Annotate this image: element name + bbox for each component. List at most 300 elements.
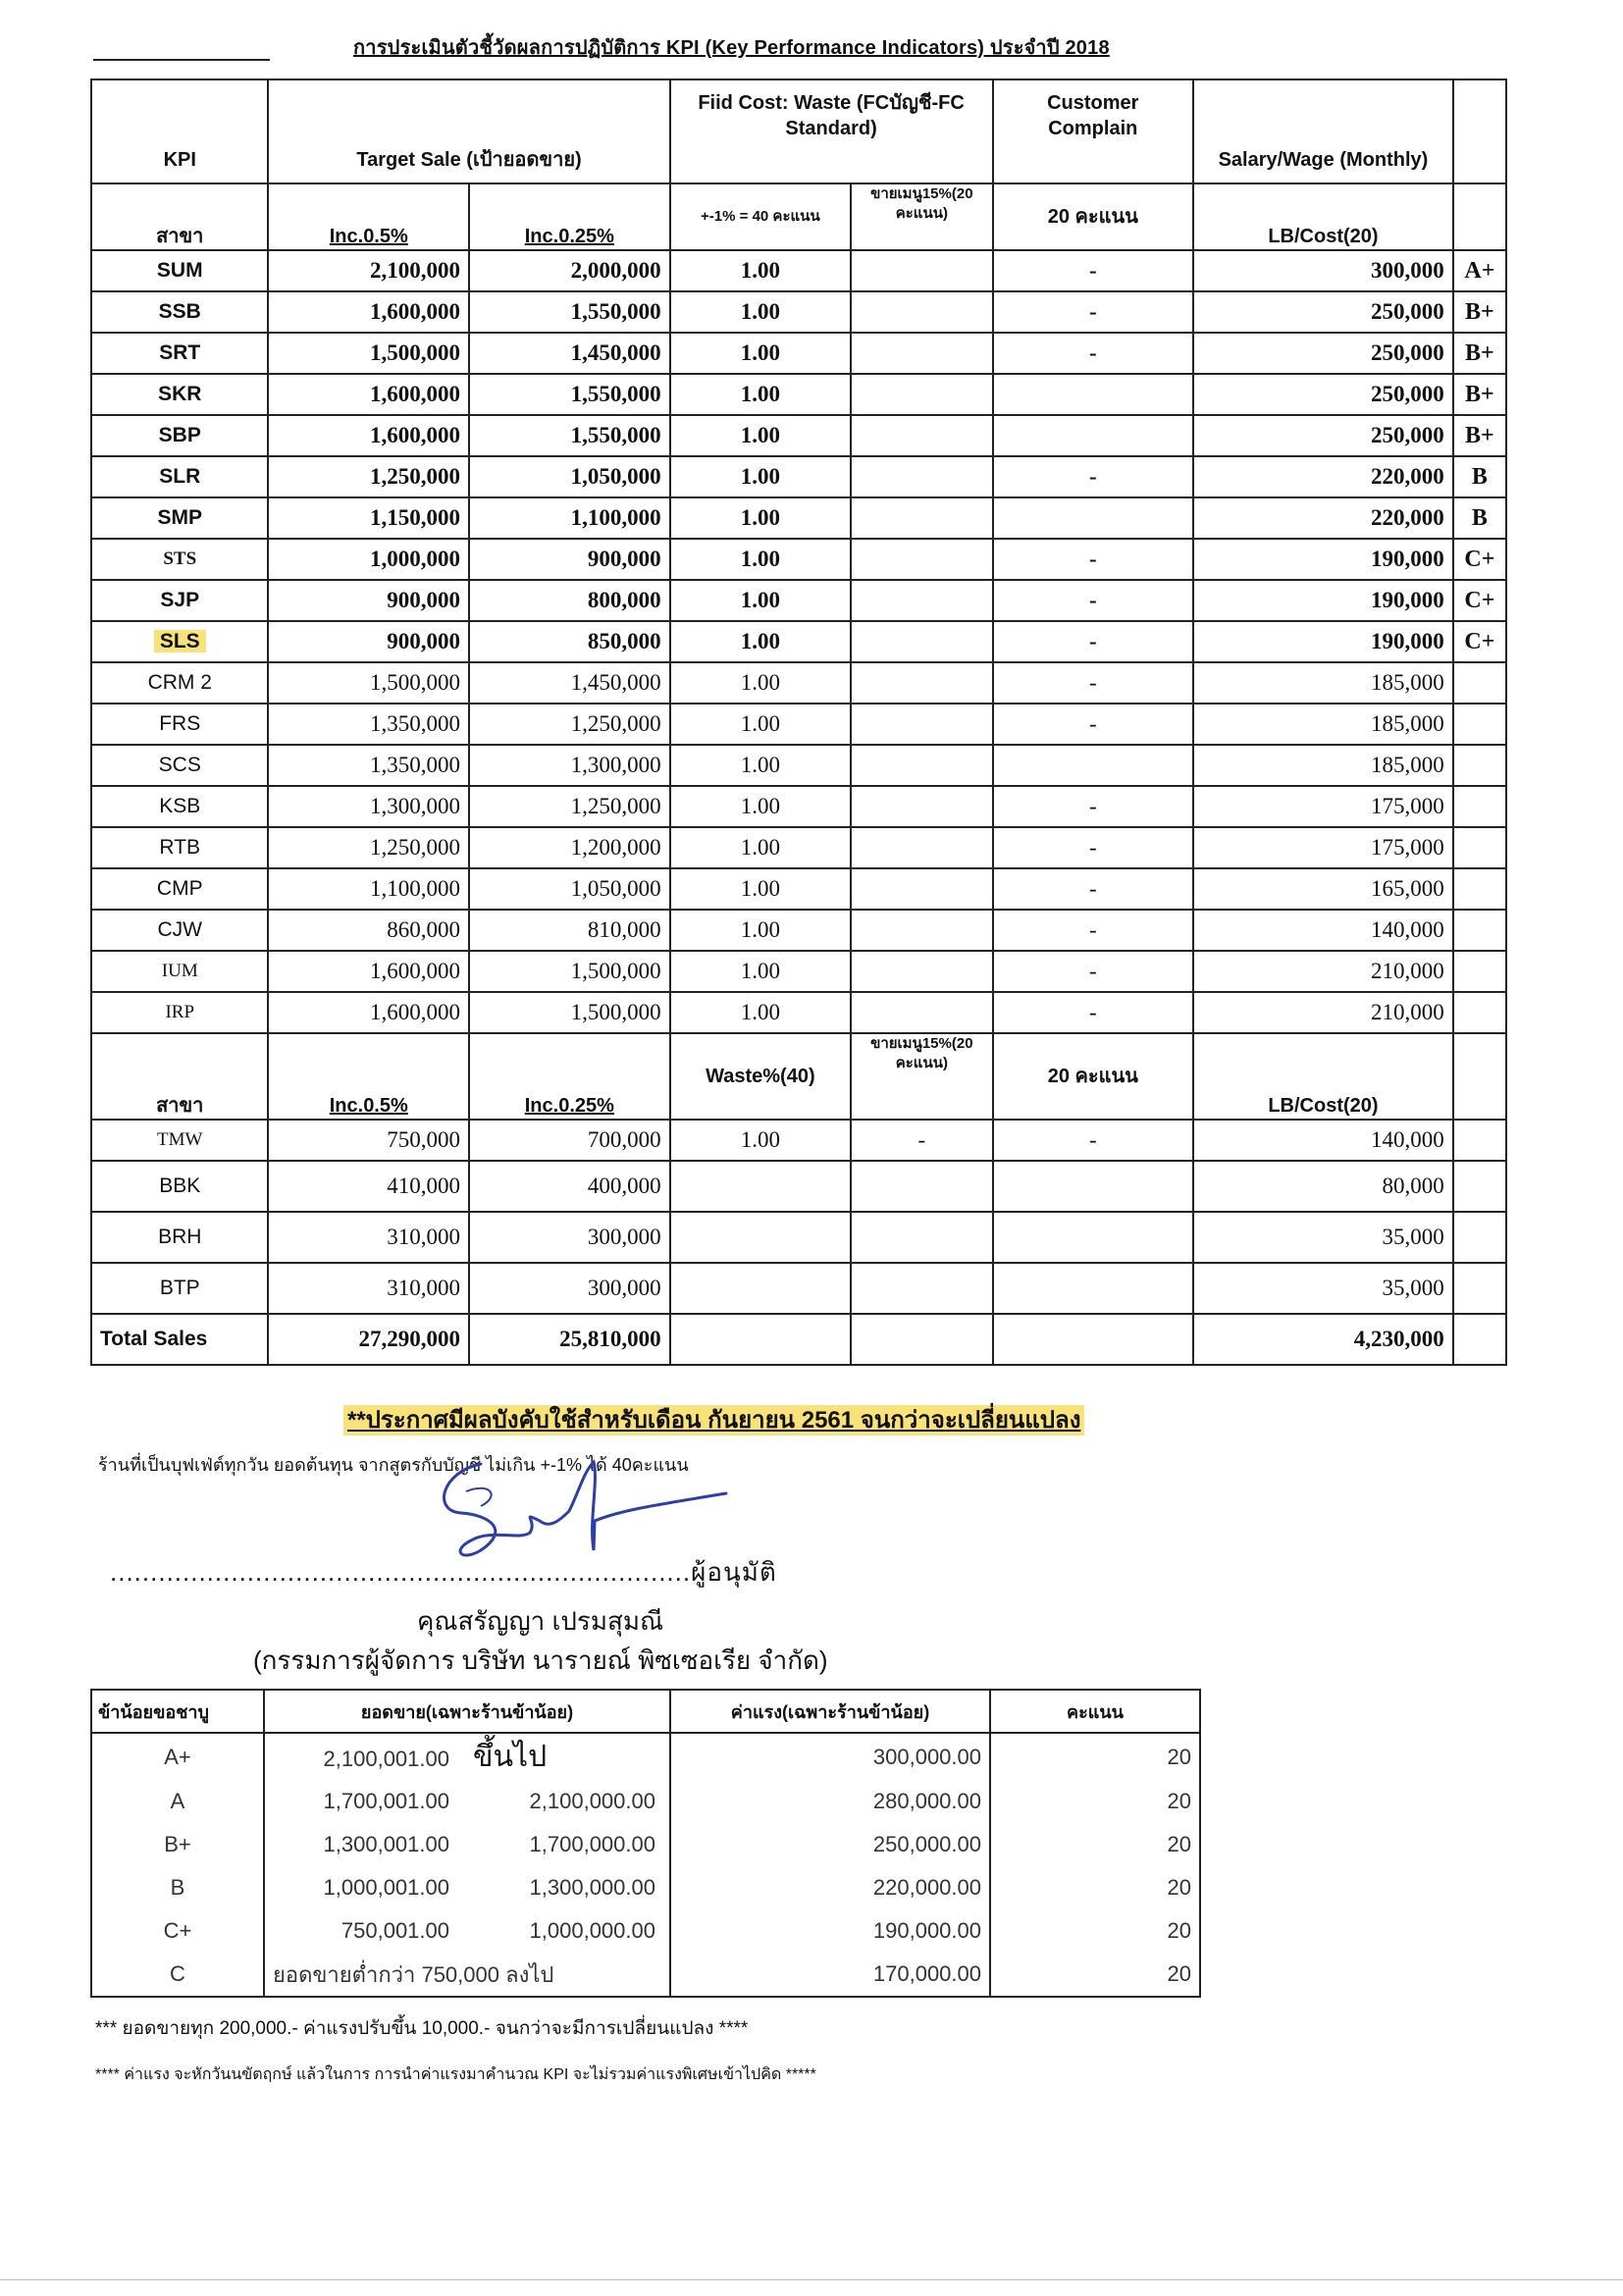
table-row <box>91 291 1506 333</box>
salary-cell: 250,000 <box>1193 415 1453 456</box>
branch-code: BTP <box>159 1277 200 1299</box>
branch-code: SBP <box>158 424 201 446</box>
inc1-cell: 410,000 <box>268 1161 469 1212</box>
grade-level: A+ <box>91 1733 264 1780</box>
complain-cell: - <box>993 868 1194 910</box>
grade-level: A <box>91 1780 264 1823</box>
menu-cell <box>851 580 992 621</box>
menu-cell <box>851 1212 992 1263</box>
branch-cell <box>91 1263 268 1314</box>
branch-code: KSB <box>159 795 201 817</box>
wage-cell: 250,000.00 <box>670 1823 990 1866</box>
sales-range <box>264 1953 670 1997</box>
footnote-holiday: **** ค่าแรง จะหักวันนขัตฤกษ์ แล้วในการ การนำค่าแรงมาคำนวณ KPI จะไม่รวมค่าแรงพิเศษเข้าไปคิด ***** <box>95 2066 816 2083</box>
complain-cell: - <box>993 951 1194 992</box>
grade-cell: B+ <box>1453 333 1506 374</box>
branch-code: FRS <box>159 712 201 735</box>
waste-cell: 1.00 <box>670 456 852 497</box>
inc1-cell: 1,250,000 <box>268 827 469 868</box>
salary-cell: 190,000 <box>1193 621 1453 662</box>
grade-cell <box>1453 827 1506 868</box>
branch-cell <box>91 1161 268 1212</box>
salary-cell: 140,000 <box>1193 910 1453 951</box>
branch-cell <box>91 539 268 580</box>
inc2-cell: 900,000 <box>469 539 670 580</box>
complain-cell <box>993 1212 1194 1263</box>
inc2-cell: 2,000,000 <box>469 250 670 291</box>
inc1-cell: 860,000 <box>268 910 469 951</box>
salary-cell: 175,000 <box>1193 827 1453 868</box>
table-row <box>91 374 1506 415</box>
inc1-cell: 310,000 <box>268 1263 469 1314</box>
total-inc2: 25,810,000 <box>469 1314 670 1365</box>
effective-notice: **ประกาศมีผลบังคับใช้สำหรับเดือน กันยายน 2561 จนกว่าจะเปลี่ยนแปลง <box>343 1400 1084 1438</box>
menu-cell <box>851 1263 992 1314</box>
table-row <box>91 868 1506 910</box>
inc1-cell: 1,600,000 <box>268 374 469 415</box>
branch-code: IUM <box>161 961 198 981</box>
salary-cell: 80,000 <box>1193 1161 1453 1212</box>
inc1-header: Inc.0.5% <box>268 183 469 250</box>
inc2-cell: 850,000 <box>469 621 670 662</box>
inc2-cell: 1,500,000 <box>469 992 670 1033</box>
menu-cell <box>851 374 992 415</box>
sales-range <box>264 1733 670 1780</box>
table-row <box>91 333 1506 374</box>
grade-cell <box>1453 992 1506 1033</box>
footnote-wage-step: *** ยอดขายทุก 200,000.- ค่าแรงปรับขึ้น 10,000.- จนกว่าจะมีการเปลี่ยนแปลง **** <box>95 2018 749 2039</box>
inc2-cell: 700,000 <box>469 1120 670 1161</box>
inc1-cell: 900,000 <box>268 580 469 621</box>
grade-cell: B+ <box>1453 374 1506 415</box>
sales-from: 2,100,001.00 <box>323 1747 449 1771</box>
inc1-cell: 1,300,000 <box>268 786 469 827</box>
menu-cell <box>851 291 992 333</box>
sales-range-text: ยอดขายต่ำกว่า 750,000 ลงไป <box>273 1961 554 1987</box>
menu-cell <box>851 539 992 580</box>
branch-cell <box>91 992 268 1033</box>
complain-cell: - <box>993 910 1194 951</box>
waste-cell: 1.00 <box>670 497 852 539</box>
inc2-cell: 1,250,000 <box>469 786 670 827</box>
grade-cell <box>1453 910 1506 951</box>
branch-cell <box>91 374 268 415</box>
score-cell: 20 <box>990 1780 1200 1823</box>
complain-cell <box>993 745 1194 786</box>
table-row <box>91 910 1506 951</box>
food-cost-header: Fiid Cost: Waste (FCบัญชี-FC Standard) <box>670 79 993 183</box>
table-row <box>91 745 1506 786</box>
branch-code: CRM 2 <box>147 671 212 694</box>
target-sale-header: Target Sale (เป้ายอดขาย) <box>268 79 669 183</box>
waste-cell: 1.00 <box>670 704 852 745</box>
menu-points-header-2: ขายเมนู15%(20 คะแนน) <box>851 1033 992 1120</box>
wage-col-header: ค่าแรง(เฉพาะร้านข้าน้อย) <box>670 1690 990 1733</box>
grade-row <box>91 1953 1200 1997</box>
inc1-cell: 1,600,000 <box>268 992 469 1033</box>
grade-row <box>91 1780 1200 1823</box>
menu-cell <box>851 662 992 704</box>
grade-row <box>91 1823 1200 1866</box>
complain-cell: - <box>993 580 1194 621</box>
sales-to: ขึ้นไป <box>473 1741 548 1773</box>
inc1-header-2: Inc.0.5% <box>268 1033 469 1120</box>
inc2-cell: 1,500,000 <box>469 951 670 992</box>
grade-cell: C+ <box>1453 621 1506 662</box>
sales-range <box>264 1823 670 1866</box>
inc1-cell: 750,000 <box>268 1120 469 1161</box>
grade-cell <box>1453 1212 1506 1263</box>
salary-cell: 220,000 <box>1193 497 1453 539</box>
page-title: การประเมินตัวชี้วัดผลการปฏิบัติการ KPI (Key Performance Indicators) ประจำปี 2018 <box>353 37 1110 59</box>
waste-cell: 1.00 <box>670 951 852 992</box>
kpi-header: KPI <box>91 79 268 183</box>
sales-range <box>264 1909 670 1953</box>
customer-complain-header: Customer Complain <box>993 79 1194 183</box>
inc2-cell: 810,000 <box>469 910 670 951</box>
complain-cell <box>993 497 1194 539</box>
branch-code: SLS <box>154 630 206 652</box>
waste40-header: Waste%(40) <box>670 1033 852 1120</box>
branch-code: SRT <box>159 341 201 364</box>
title-rule <box>93 59 270 61</box>
inc2-cell: 1,450,000 <box>469 333 670 374</box>
branch-cell <box>91 1212 268 1263</box>
salary-cell: 220,000 <box>1193 456 1453 497</box>
table-row <box>91 1212 1506 1263</box>
branch-cell <box>91 580 268 621</box>
complain-cell: - <box>993 333 1194 374</box>
complain-cell: - <box>993 1120 1194 1161</box>
total-salary: 4,230,000 <box>1193 1314 1453 1365</box>
table-row <box>91 250 1506 291</box>
lbcost-header: LB/Cost(20) <box>1193 183 1453 250</box>
grade-cell: C+ <box>1453 580 1506 621</box>
total-label: Total Sales <box>91 1314 268 1365</box>
inc2-cell: 1,250,000 <box>469 704 670 745</box>
inc1-cell: 2,100,000 <box>268 250 469 291</box>
menu-cell <box>851 992 992 1033</box>
branch-cell <box>91 704 268 745</box>
inc2-cell: 1,300,000 <box>469 745 670 786</box>
complain-points-header: 20 คะแนน <box>993 183 1194 250</box>
complain-cell: - <box>993 621 1194 662</box>
branch-cell <box>91 910 268 951</box>
branch-code: SCS <box>158 754 201 776</box>
table-row <box>91 786 1506 827</box>
branch-code: SLR <box>159 465 201 488</box>
table-row <box>91 580 1506 621</box>
branch-cell <box>91 786 268 827</box>
sales-to: 1,000,000.00 <box>529 1918 655 1943</box>
branch-cell <box>91 291 268 333</box>
table-row <box>91 662 1506 704</box>
grade-row <box>91 1866 1200 1909</box>
grade-cell: A+ <box>1453 250 1506 291</box>
salary-cell: 35,000 <box>1193 1263 1453 1314</box>
menu-cell <box>851 827 992 868</box>
inc2-header: Inc.0.25% <box>469 183 670 250</box>
complain-cell: - <box>993 250 1194 291</box>
waste-cell <box>670 1212 852 1263</box>
branch-code: CMP <box>156 877 203 900</box>
grade-cell: B+ <box>1453 415 1506 456</box>
waste-cell <box>670 1161 852 1212</box>
wage-cell: 280,000.00 <box>670 1780 990 1823</box>
inc1-cell: 1,150,000 <box>268 497 469 539</box>
complain-points-header-2: 20 คะแนน <box>993 1033 1194 1120</box>
complain-cell: - <box>993 539 1194 580</box>
grade-cell <box>1453 1161 1506 1212</box>
grade-level: B+ <box>91 1823 264 1866</box>
grade-level: C <box>91 1953 264 1997</box>
inc2-cell: 1,200,000 <box>469 827 670 868</box>
sales-col-header: ยอดขาย(เฉพาะร้านข้าน้อย) <box>264 1690 670 1733</box>
table-row <box>91 827 1506 868</box>
inc1-cell: 1,350,000 <box>268 704 469 745</box>
inc2-cell: 1,550,000 <box>469 374 670 415</box>
menu-cell <box>851 456 992 497</box>
complain-cell: - <box>993 786 1194 827</box>
salary-cell: 190,000 <box>1193 580 1453 621</box>
menu-cell <box>851 745 992 786</box>
grade-cell <box>1453 951 1506 992</box>
sales-range <box>264 1866 670 1909</box>
complain-cell <box>993 1263 1194 1314</box>
branch-cell <box>91 621 268 662</box>
waste-cell: 1.00 <box>670 827 852 868</box>
branch-code: TMW <box>157 1129 203 1150</box>
menu-points-header: ขายเมนู15%(20 คะแนน) <box>851 183 992 250</box>
branch-cell <box>91 250 268 291</box>
complain-cell <box>993 415 1194 456</box>
sales-from: 1,300,001.00 <box>323 1832 449 1856</box>
waste-cell: 1.00 <box>670 662 852 704</box>
salary-cell: 210,000 <box>1193 951 1453 992</box>
salary-cell: 175,000 <box>1193 786 1453 827</box>
menu-cell <box>851 497 992 539</box>
branch-code: SJP <box>160 589 200 611</box>
total-inc1: 27,290,000 <box>268 1314 469 1365</box>
grade-col-header: ข้าน้อยขอชาบู <box>91 1690 264 1733</box>
grade-cell: B+ <box>1453 291 1506 333</box>
sales-from: 750,001.00 <box>340 1918 449 1943</box>
branch-cell <box>91 951 268 992</box>
branch-header-2: สาขา <box>91 1033 268 1120</box>
inc1-cell: 1,500,000 <box>268 662 469 704</box>
waste-cell: 1.00 <box>670 621 852 662</box>
branch-cell <box>91 415 268 456</box>
menu-cell <box>851 250 992 291</box>
sales-from: 1,700,001.00 <box>323 1789 449 1813</box>
salary-cell: 250,000 <box>1193 374 1453 415</box>
table-row <box>91 456 1506 497</box>
menu-cell <box>851 910 992 951</box>
waste-cell: 1.00 <box>670 539 852 580</box>
salary-cell: 210,000 <box>1193 992 1453 1033</box>
table-row <box>91 1161 1506 1212</box>
branch-code: CJW <box>157 918 202 941</box>
waste-cell: 1.00 <box>670 745 852 786</box>
waste-cell: 1.00 <box>670 992 852 1033</box>
inc1-cell: 1,100,000 <box>268 868 469 910</box>
waste-cell: 1.00 <box>670 580 852 621</box>
complain-cell <box>993 1161 1194 1212</box>
inc2-header-2: Inc.0.25% <box>469 1033 670 1120</box>
grade-cell <box>1453 1120 1506 1161</box>
score-col-header: คะแนน <box>990 1690 1200 1733</box>
kpi-table <box>90 78 1507 1366</box>
salary-cell: 140,000 <box>1193 1120 1453 1161</box>
waste-cell: 1.00 <box>670 291 852 333</box>
salary-cell: 185,000 <box>1193 745 1453 786</box>
menu-cell <box>851 333 992 374</box>
table-row <box>91 992 1506 1033</box>
complain-cell: - <box>993 992 1194 1033</box>
waste-cell: 1.00 <box>670 910 852 951</box>
inc1-cell: 1,600,000 <box>268 291 469 333</box>
inc1-cell: 900,000 <box>268 621 469 662</box>
grade-cell: B <box>1453 456 1506 497</box>
menu-cell <box>851 786 992 827</box>
branch-code: STS <box>163 548 197 569</box>
inc2-cell: 400,000 <box>469 1161 670 1212</box>
waste-points-header: +-1% = 40 คะแนน <box>670 183 852 250</box>
table-row <box>91 704 1506 745</box>
inc2-cell: 1,550,000 <box>469 291 670 333</box>
sales-to: 2,100,000.00 <box>529 1789 655 1813</box>
waste-cell: 1.00 <box>670 250 852 291</box>
complain-cell <box>993 374 1194 415</box>
wage-cell: 170,000.00 <box>670 1953 990 1997</box>
sales-to: 1,700,000.00 <box>529 1832 655 1856</box>
branch-header: สาขา <box>91 183 268 250</box>
grade-header-3 <box>1453 1033 1506 1120</box>
table-row <box>91 621 1506 662</box>
wage-cell: 300,000.00 <box>670 1733 990 1780</box>
salary-cell: 185,000 <box>1193 662 1453 704</box>
grade-header-2 <box>1453 183 1506 250</box>
score-cell: 20 <box>990 1733 1200 1780</box>
waste-cell: 1.00 <box>670 333 852 374</box>
branch-code: RTB <box>159 836 201 859</box>
grade-header <box>1453 79 1506 183</box>
salary-cell: 185,000 <box>1193 704 1453 745</box>
inc2-cell: 300,000 <box>469 1263 670 1314</box>
salary-cell: 35,000 <box>1193 1212 1453 1263</box>
inc1-cell: 1,000,000 <box>268 539 469 580</box>
waste-cell: 1.00 <box>670 786 852 827</box>
branch-cell <box>91 1120 268 1161</box>
grade-level: C+ <box>91 1909 264 1953</box>
table-row <box>91 951 1506 992</box>
branch-cell <box>91 456 268 497</box>
complain-cell: - <box>993 704 1194 745</box>
score-cell: 20 <box>990 1909 1200 1953</box>
score-cell: 20 <box>990 1953 1200 1997</box>
branch-code: IRP <box>165 1002 195 1022</box>
salary-cell: 250,000 <box>1193 333 1453 374</box>
approver-sign-line: ........................................................................ผู้อนุมัติ <box>110 1557 777 1587</box>
total-row <box>91 1314 1506 1365</box>
wage-cell: 220,000.00 <box>670 1866 990 1909</box>
grade-cell <box>1453 868 1506 910</box>
score-cell: 20 <box>990 1823 1200 1866</box>
menu-cell <box>851 868 992 910</box>
branch-code: SSB <box>158 300 201 323</box>
branch-code: SMP <box>157 506 202 529</box>
buffet-note: ร้านที่เป็นบุฟเฟ่ต์ทุกวัน ยอดต้นทุน จากสูตรกับบัญชี ไม่เกิน +-1% ได้ 40คะแนน <box>98 1455 689 1475</box>
approver-company: (กรรมการผู้จัดการ บริษัท นารายณ์ พิซเซอเรีย จำกัด) <box>253 1645 828 1675</box>
menu-cell <box>851 1161 992 1212</box>
branch-cell <box>91 868 268 910</box>
inc1-cell: 1,350,000 <box>268 745 469 786</box>
inc1-cell: 1,600,000 <box>268 951 469 992</box>
menu-cell <box>851 621 992 662</box>
grade-row <box>91 1909 1200 1953</box>
grade-row <box>91 1733 1200 1780</box>
salary-header: Salary/Wage (Monthly) <box>1193 79 1453 183</box>
grade-cell <box>1453 704 1506 745</box>
grade-cell: C+ <box>1453 539 1506 580</box>
score-cell: 20 <box>990 1866 1200 1909</box>
branch-cell <box>91 827 268 868</box>
salary-cell: 300,000 <box>1193 250 1453 291</box>
waste-cell: 1.00 <box>670 868 852 910</box>
sales-from: 1,000,001.00 <box>323 1875 449 1900</box>
complain-cell: - <box>993 662 1194 704</box>
inc1-cell: 310,000 <box>268 1212 469 1263</box>
inc1-cell: 1,500,000 <box>268 333 469 374</box>
sales-to: 1,300,000.00 <box>529 1875 655 1900</box>
grade-level: B <box>91 1866 264 1909</box>
branch-code: BRH <box>158 1226 202 1248</box>
lbcost-header-2: LB/Cost(20) <box>1193 1033 1453 1120</box>
salary-cell: 190,000 <box>1193 539 1453 580</box>
inc1-cell: 1,600,000 <box>268 415 469 456</box>
grade-cell <box>1453 745 1506 786</box>
bottom-rule <box>0 2279 1623 2280</box>
grade-table <box>90 1689 1201 1998</box>
complain-cell: - <box>993 291 1194 333</box>
grade-cell <box>1453 1263 1506 1314</box>
waste-cell: 1.00 <box>670 1120 852 1161</box>
inc2-cell: 1,100,000 <box>469 497 670 539</box>
inc2-cell: 300,000 <box>469 1212 670 1263</box>
table-row <box>91 539 1506 580</box>
table-row <box>91 415 1506 456</box>
inc2-cell: 800,000 <box>469 580 670 621</box>
inc1-cell: 1,250,000 <box>268 456 469 497</box>
waste-cell: 1.00 <box>670 374 852 415</box>
complain-cell: - <box>993 456 1194 497</box>
inc2-cell: 1,050,000 <box>469 868 670 910</box>
salary-cell: 165,000 <box>1193 868 1453 910</box>
table-row <box>91 497 1506 539</box>
table-row <box>91 1120 1506 1161</box>
sales-range <box>264 1780 670 1823</box>
branch-cell <box>91 497 268 539</box>
complain-cell: - <box>993 827 1194 868</box>
branch-code: BBK <box>159 1174 201 1197</box>
table-row <box>91 1263 1506 1314</box>
menu-cell: - <box>851 1120 992 1161</box>
branch-code: SUM <box>156 259 203 282</box>
approver-name: คุณสรัญญา เปรมสุมณี <box>417 1606 664 1636</box>
waste-cell: 1.00 <box>670 415 852 456</box>
branch-cell <box>91 662 268 704</box>
grade-cell: B <box>1453 497 1506 539</box>
